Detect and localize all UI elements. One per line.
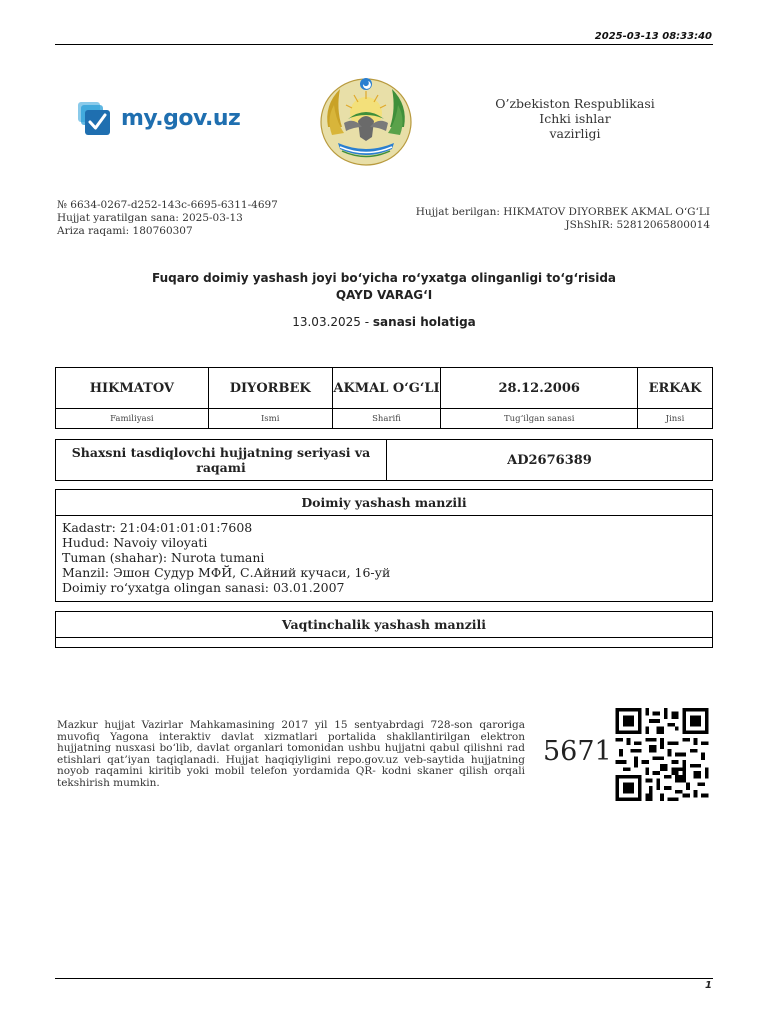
birth-date: 28.12.2006 <box>441 368 638 409</box>
permanent-address-box <box>55 489 713 602</box>
title-line: Fuqaro doimiy yashash joyi bo‘yicha ro‘yxatga olinganligi to‘g‘risida <box>151 271 617 285</box>
document-meta <box>57 199 278 238</box>
given-name: DIYORBEK <box>208 368 332 409</box>
person-labels-row <box>56 409 713 429</box>
top-divider <box>55 44 713 45</box>
gender-label: Jinsi <box>638 409 713 429</box>
recipient-meta <box>416 206 710 232</box>
birth-date-label: Tug‘ilgan sanasi <box>441 409 638 429</box>
temporary-address-heading: Vaqtinchalik yashash manzili <box>56 612 712 638</box>
given-name-label: Ismi <box>208 409 332 429</box>
patronymic: AKMAL O‘G‘LI <box>332 368 441 409</box>
ministry-name <box>490 96 660 141</box>
street-address: Manzil: Эшон Судур МФЙ, С.Айний кучаси, 16-уй <box>62 565 391 580</box>
person-values-row <box>56 368 713 409</box>
as-of-date: 13.03.2025 - sanasi holatiga <box>292 315 476 329</box>
qr-code-icon[interactable] <box>612 708 712 801</box>
ministry-line: vazirligi <box>549 126 601 141</box>
mygov-logo[interactable] <box>76 101 241 137</box>
document-number: № 6634-0267-d252-143c-6695-6311-4697 <box>57 199 278 211</box>
temporary-address-box <box>55 611 713 648</box>
id-document-value: AD2676389 <box>507 452 592 468</box>
issued-to: Hujjat berilgan: HIKMATOV DIYORBEK AKMAL O‘G‘LI <box>415 206 710 218</box>
id-document-box <box>55 439 713 481</box>
timestamp: 2025-03-13 08:33:40 <box>594 31 712 42</box>
document-created-date: Hujjat yaratilgan sana: 2025-03-13 <box>57 212 243 224</box>
verification-code: 5671 <box>543 736 612 767</box>
registration-date: Doimiy ro‘yxatga olingan sanasi: 03.01.2007 <box>62 580 345 595</box>
document-title <box>0 270 768 304</box>
as-of-date-suffix: sanasi holatiga <box>372 315 476 329</box>
id-document-label: Shaxsni tasdiqlovchi hujjatning seriyasi va raqami <box>56 440 387 480</box>
legal-note: Mazkur hujjat Vazirlar Mahkamasining 2017 yil 15 sentyabrdagi 728-son qaroriga muvofiq Yagona interaktiv davlat xizmatlari portalida shakllantirilgan elektron hujjatning nusxasi bo‘lib, davlat organlari tomonidan ushbu hujjatni qabul qilishni rad etishlari qat’iyan taqiqlanadi. Hujjat haqiqiyligini repo.gov.uz veb-saytida hujjatning noyob raqamini kiritib yoki mobil telefon yordamida QR- kodni skaner qilish orqali tekshirish mumkin. <box>57 719 525 789</box>
ministry-line: O’zbekiston Respublikasi <box>495 96 655 111</box>
permanent-address-body <box>56 516 712 599</box>
page-number: 1 <box>705 980 712 991</box>
logo-text: my.gov.uz <box>121 106 241 131</box>
ministry-line: Ichki ishlar <box>539 111 611 126</box>
district: Tuman (shahar): Nurota tumani <box>62 550 265 565</box>
surname: HIKMATOV <box>56 368 209 409</box>
application-number: Ariza raqami: 180760307 <box>57 225 193 237</box>
checkbox-logo-icon <box>76 101 116 137</box>
person-table <box>55 367 713 429</box>
title-line: QAYD VARAG‘I <box>335 288 433 302</box>
cadastre: Kadastr: 21:04:01:01:01:7608 <box>62 520 253 535</box>
region: Hudud: Navoiy viloyati <box>62 535 208 550</box>
patronymic-label: Sharifi <box>332 409 441 429</box>
gender: ERKAK <box>638 368 713 409</box>
as-of-date-value: 13.03.2025 <box>292 315 361 329</box>
permanent-address-heading: Doimiy yashash manzili <box>56 490 712 516</box>
bottom-divider <box>55 978 713 979</box>
surname-label: Familiyasi <box>56 409 209 429</box>
state-emblem-icon <box>318 75 414 167</box>
pinfl: JShShIR: 52812065800014 <box>565 219 710 231</box>
